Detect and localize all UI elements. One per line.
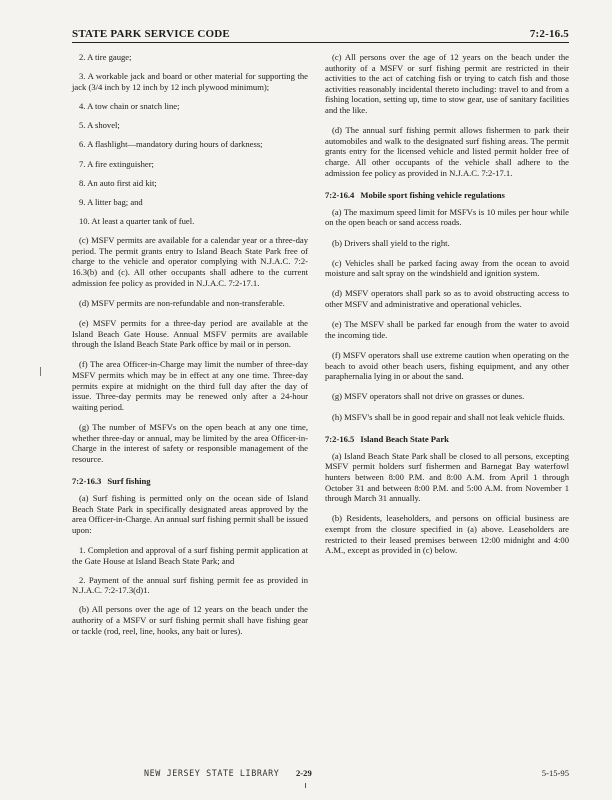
- numbered-item: 8. An auto first aid kit;: [79, 177, 157, 188]
- paragraph: (h) MSFV's shall be in good repair and shall not leak vehicle fluids.: [332, 411, 565, 422]
- paragraph: (b) Residents, leaseholders, and persons on official business are exempt from the closure specified in (a) above. Leaseholders are restricted to their leased premises between 12:00 midnight and 4:00 A.M., except as provided in (c) below.: [325, 513, 569, 556]
- page-number: 2-29: [296, 768, 312, 778]
- numbered-item: 1. Completion and approval of a surf fishing permit application at the Gate House at Island Beach State Park; and: [72, 544, 308, 566]
- numbered-item: 10. At least a quarter tank of fuel.: [79, 216, 195, 227]
- paragraph: (d) The annual surf fishing permit allows fishermen to park their automobiles and walk to the designated surf fishing areas. The permit grants entry for the licensed vehicle and listed permit holder free of charge. All other occupants of the vehicle shall adhere to the admission fee policy as provided in N.J.A.C. 7:2-17.1.: [325, 125, 569, 178]
- paragraph: (b) All persons over the age of 12 years on the beach under the authority of a MSFV or surf fishing permit shall have fishing gear or tackle (rod, reel, line, hooks, any bait or lures).: [72, 604, 308, 636]
- section-number: 7:2-16.4: [325, 190, 355, 201]
- running-header: [72, 24, 569, 43]
- numbered-item: 5. A shovel;: [79, 120, 120, 131]
- right-column: [325, 52, 569, 750]
- revision-date: 5-15-95: [541, 768, 569, 778]
- paragraph: (d) MSFV operators shall park so as to avoid obstructing access to other MSFV and administrative and operational vehicles.: [325, 288, 569, 310]
- numbered-item: 3. A workable jack and board or other material for supporting the jack (3/4 inch by 12 inch by 12 inch plywood minimum);: [72, 71, 308, 92]
- left-column: [72, 52, 308, 750]
- section-number: 7:2-16.3: [72, 476, 102, 487]
- numbered-item: 2. Payment of the annual surf fishing permit fee as provided in N.J.A.C. 7:2-17.3(d)1.: [72, 574, 308, 596]
- section-heading: [325, 190, 569, 201]
- section-number: 7:2-16.5: [325, 434, 355, 445]
- numbered-item: 7. A fire extinguisher;: [79, 158, 154, 169]
- paragraph: (g) MSFV operators shall not drive on grasses or dunes.: [332, 391, 525, 402]
- numbered-item: 6. A flashlight—mandatory during hours of darkness;: [79, 139, 263, 150]
- paragraph: (c) Vehicles shall be parked facing away from the ocean to avoid moisture and salt spray on the windshield and ignition system.: [325, 257, 569, 279]
- section-title: Mobile sport fishing vehicle regulations: [360, 190, 505, 201]
- paragraph: (c) All persons over the age of 12 years on the beach under the authority of a MSFV or surf fishing permit are restricted in their activities to the act of catching fish or trying to catch fish and those activities reasonably incidental thereto including: travel to and from a fishing location, setting up, time to stow gear, use of sanitary facilities and the like.: [325, 52, 569, 115]
- section-title: Surf fishing: [107, 476, 151, 487]
- scan-mark: [305, 783, 306, 788]
- numbered-item: 2. A tire gauge;: [79, 52, 132, 62]
- paragraph: (f) The area Officer-in-Charge may limit the number of three-day MSFV permits which may be in effect at any one time. Three-day permits expire at midnight on the third full day after the day of issue. Three-day permits may be renewed only after a 24-hour waiting period.: [72, 359, 308, 412]
- section-heading: [325, 434, 569, 445]
- paragraph: (g) The number of MSFVs on the open beach at any one time, whether three-day or annual, may be limited by the area Officer-in-Charge in the interest of safety or responsible management of the resource.: [72, 421, 308, 464]
- numbered-item: 9. A litter bag; and: [79, 196, 143, 207]
- paragraph: (e) MSFV permits for a three-day period are available at the Island Beach Gate House. Annual MSFV permits are available through the Island Beach State Park office by mail or in person.: [72, 318, 308, 350]
- paragraph: (d) MSFV permits are non-refundable and non-transferable.: [79, 297, 285, 308]
- library-stamp: NEW JERSEY STATE LIBRARY: [144, 768, 280, 778]
- section-title: Island Beach State Park: [360, 434, 449, 445]
- paragraph: (a) Island Beach State Park shall be closed to all persons, excepting MSFV permit holders surf fishermen and Barnegat Bay waterfowl hunters between 8:00 P.M. and 8:00 A.M. from April 1 through October 31 and between 8:00 P.M. and 5:00 A.M. from November 1 through March 31 annually.: [325, 450, 569, 504]
- header-title: STATE PARK SERVICE CODE: [72, 28, 230, 40]
- paragraph: (f) MSFV operators shall use extreme caution when operating on the beach to avoid other beach users, fishing equipment, and any other paraphernalia lying in or about the sand.: [325, 350, 569, 382]
- paragraph: (a) The maximum speed limit for MSFVs is 10 miles per hour while on the open beach or sand access roads.: [325, 206, 569, 228]
- paragraph: (c) MSFV permits are available for a calendar year or a three-day period. The permit grants entry to Island Beach State Park free of charge to the vehicle and operator complying with N.J.A.C. 7:2-16.3(b) and (c). All other occupants shall adhere to the current admission fee policy as provided in N.J.A.C. 7:2-17.1.: [72, 235, 308, 288]
- margin-mark: [40, 367, 41, 376]
- paragraph: (e) The MSFV shall be parked far enough from the water to avoid the incoming tide.: [325, 319, 569, 340]
- numbered-item: 4. A tow chain or snatch line;: [79, 100, 180, 111]
- paragraph: (b) Drivers shall yield to the right.: [332, 237, 450, 248]
- section-heading: [72, 476, 308, 487]
- page-footer: [0, 768, 612, 782]
- header-section-number: 7:2-16.5: [529, 28, 569, 40]
- paragraph: (a) Surf fishing is permitted only on the ocean side of Island Beach State Park in specifically designated areas approved by the area Officer-in-Charge. An annual surf fishing permit shall be issued upon:: [72, 492, 308, 535]
